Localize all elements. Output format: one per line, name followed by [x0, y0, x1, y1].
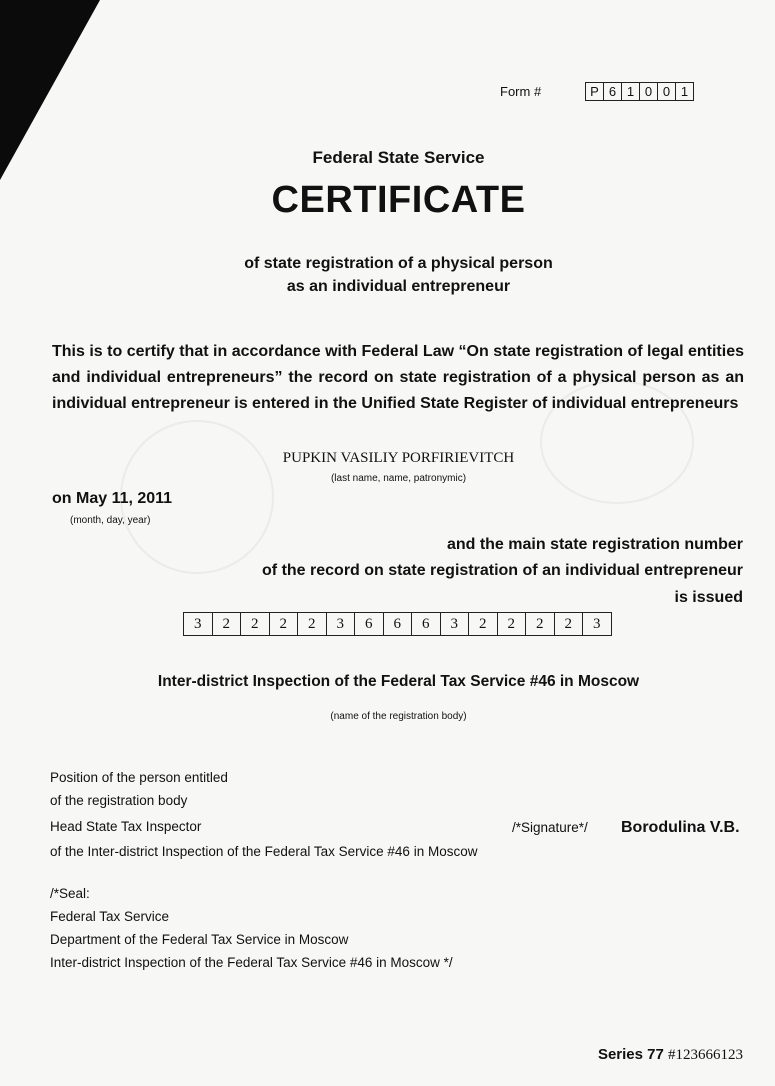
subtitle-line-2: as an individual entrepreneur [286, 278, 511, 295]
reg-digit: 2 [469, 613, 498, 635]
seal-line-2: Federal Tax Service [50, 909, 170, 924]
reg-number-line-3: is issued [674, 589, 743, 606]
person-name-hint: (last name, name, patronymic) [330, 473, 467, 484]
registration-body: Inter-district Inspection of the Federal Tax Service #46 in Moscow [157, 673, 640, 690]
seal-line-1: /*Seal: [50, 886, 90, 901]
registration-date-hint: (month, day, year) [70, 515, 151, 526]
position-line-3: Head State Tax Inspector [50, 819, 202, 834]
reg-digit: 2 [526, 613, 555, 635]
form-number-boxes [585, 82, 694, 101]
series-label: Series 77 [597, 1046, 664, 1063]
registration-body-hint: (name of the registration body) [330, 711, 467, 722]
registration-date: on May 11, 2011 [52, 490, 173, 507]
series-serial: #123666123 [668, 1047, 743, 1063]
reg-number-line-2: of the record on state registration of an individual entrepreneur [262, 562, 743, 579]
form-label: Form # [500, 84, 542, 99]
signatory-name: Borodulina V.B. [621, 819, 740, 836]
reg-digit: 2 [270, 613, 299, 635]
form-char: 0 [658, 83, 676, 100]
registration-number-boxes [183, 612, 612, 636]
certify-paragraph: This is to certify that in accordance with Federal Law “On state registration of legal entities and individual entrepreneurs” the record on state registration of a physical person as an individual entrepreneur is entered in the Unified State Register of individual entrepreneurs [52, 343, 744, 412]
reg-digit: 2 [555, 613, 584, 635]
certificate-title: CERTIFICATE [271, 179, 526, 221]
reg-digit: 6 [355, 613, 384, 635]
reg-digit: 2 [213, 613, 242, 635]
series-number [598, 1046, 743, 1064]
reg-digit: 2 [498, 613, 527, 635]
reg-digit: 3 [593, 616, 601, 632]
subtitle-line-1: of state registration of a physical person [244, 255, 553, 272]
seal-line-3: Department of the Federal Tax Service in Moscow [50, 932, 349, 947]
reg-number-line-1: and the main state registration number [446, 536, 743, 553]
reg-digit: 6 [412, 613, 441, 635]
position-line-1: Position of the person entitled [50, 770, 228, 785]
position-line-2: of the registration body [50, 793, 188, 808]
reg-digit: 2 [298, 613, 327, 635]
position-line-4: of the Inter-district Inspection of the Federal Tax Service #46 in Moscow [50, 844, 478, 859]
reg-digit: 3 [327, 613, 356, 635]
reg-digit: 2 [241, 613, 270, 635]
person-name: PUPKIN VASILIY PORFIRIEVITCH [282, 450, 515, 466]
form-char: 6 [604, 83, 622, 100]
seal-line-4: Inter-district Inspection of the Federal Tax Service #46 in Moscow */ [50, 955, 453, 970]
reg-digit: 6 [384, 613, 413, 635]
form-char: 1 [622, 83, 640, 100]
service-heading: Federal State Service [312, 148, 485, 167]
signature-label: /*Signature*/ [512, 820, 588, 835]
reg-digit: 3 [441, 613, 470, 635]
form-char: 1 [680, 84, 689, 99]
reg-digit: 3 [184, 613, 213, 635]
form-char: P [586, 83, 604, 100]
form-char: 0 [640, 83, 658, 100]
